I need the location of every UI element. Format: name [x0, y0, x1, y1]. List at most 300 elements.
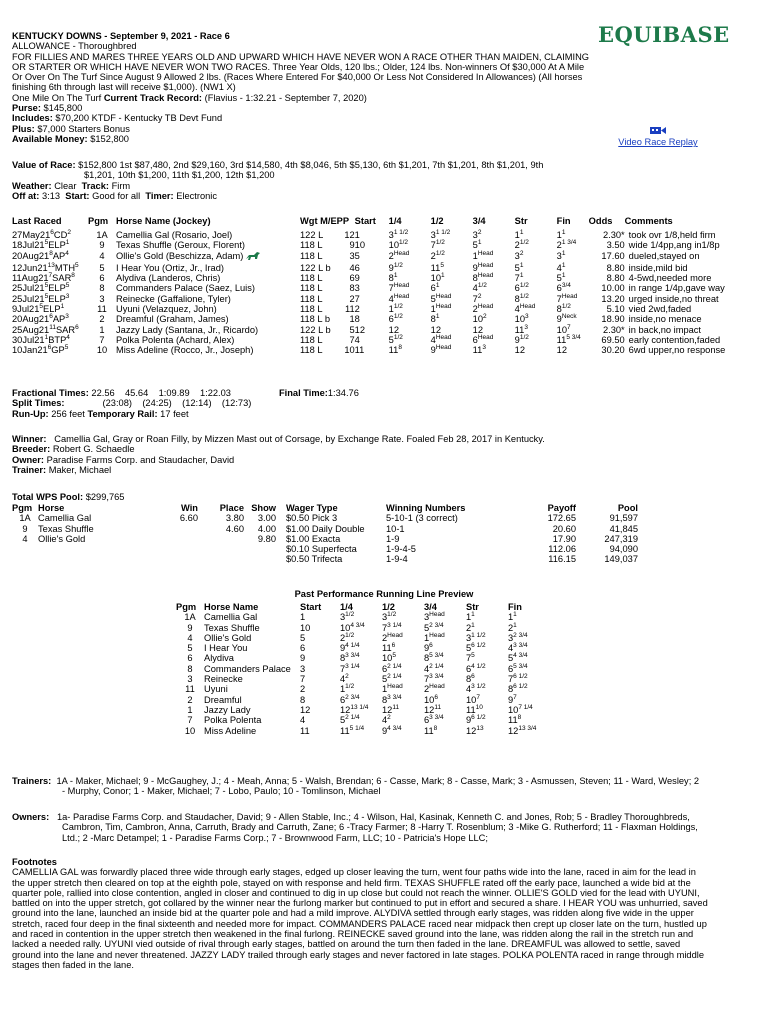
wager-type: $1.00 Exacta: [286, 533, 341, 544]
weight-me: 118 L: [300, 273, 323, 284]
odds: 30.20: [601, 345, 625, 356]
comment: 6wd upper,no response: [628, 345, 726, 356]
post-position: 10: [344, 345, 355, 356]
results-row: [12, 335, 755, 345]
call-3-4: $4^{2 1/4}$: [424, 662, 444, 674]
call-fin: $3^1$: [556, 249, 566, 261]
call-1-2: $9^{4 3/4}$: [382, 724, 402, 736]
last-raced: $30Jul21^1BTP^4$: [12, 333, 70, 345]
wager-row: [286, 524, 638, 534]
call-3-4: $7^{3 3/4}$: [424, 673, 444, 685]
call-str: $6^{1/2}$: [514, 282, 529, 294]
wager-col-header: Wager Type: [286, 503, 338, 513]
call-fin: $10^7$: [556, 323, 571, 335]
equibase-logo: EQUIBASE: [598, 22, 730, 47]
results-col-header: Comments: [624, 216, 673, 226]
call-3-4: $11^3$: [472, 344, 486, 356]
win: [168, 534, 198, 544]
call-1-4: $3^{1/2}$: [340, 611, 355, 623]
call-str: $5^1$: [514, 261, 524, 273]
pool: 149,037: [604, 554, 638, 565]
call-1-2: $6^1$: [430, 282, 440, 294]
horse: Ollie's Gold: [38, 533, 86, 544]
call-3-4: $1^{Head}$: [424, 631, 445, 643]
call-1-4: $8^{3 3/4}$: [340, 652, 360, 664]
last-raced: $20Aug21^8AP^4$: [12, 249, 69, 261]
pgm: 11: [185, 684, 195, 695]
start: 8: [300, 694, 306, 705]
call-3-4: $4^{1/2}$: [472, 282, 487, 294]
pgm: 4: [99, 250, 105, 261]
odds: 2.30*: [602, 324, 625, 335]
call-1-4: $4^2$: [340, 673, 349, 685]
call-1-4: $1^{1/2}$: [388, 303, 403, 315]
pgm: 11: [97, 304, 107, 315]
start: 6: [354, 262, 360, 273]
winner-block: Winner: Camellia Gal, Gray or Roan Filly, by Mizzen Mast out of Corsage, by Exchange Rate. Foaled Feb 28, 2017 in Kentucky. Breeder: Robert G. Schaedle Owner: Paradise Farms Corp. and Staudacher, David Trainer: Maker, Michael: [12, 434, 545, 475]
wps-row: [12, 524, 276, 534]
call-1-4: $5^{2 1/4}$: [340, 714, 360, 726]
pgm: 4: [22, 533, 28, 544]
weight-me: 118 L: [300, 334, 323, 345]
pgm: 7: [187, 715, 193, 726]
pgm: 3: [187, 674, 193, 685]
horse: Uyuni: [204, 684, 228, 695]
call-1-2: $5^{Head}$: [430, 292, 452, 304]
results-col-header: Odds: [588, 216, 613, 226]
call-str: $10^7$: [466, 693, 480, 705]
start: 9: [354, 273, 360, 284]
horse-jockey: Dreamful (Graham, James): [116, 314, 229, 325]
call-str: $6^{4 1/2}$: [466, 662, 486, 674]
call-str: $4^{Head}$: [514, 303, 536, 315]
wager-col-header: Winning Numbers: [386, 503, 466, 513]
winning-numbers: 1-9-4: [386, 554, 408, 565]
results-row: [12, 314, 755, 324]
pgm: 6: [99, 273, 105, 284]
fractional-times: Fractional Times: 22.56 45.64 1:09.89 1:22.03 Final Time:1:34.76 Split Times: (23:08) (24:25) (12:14) (12:73) Run-Up: 256 feet Temporary Rail: 17 feet: [12, 388, 359, 419]
odds: 5.10: [606, 304, 625, 315]
pp-row: [176, 633, 550, 643]
pgm: 1: [99, 324, 105, 335]
odds: 3.50: [606, 240, 625, 251]
last-raced: $11Aug21^7SAR^8$: [12, 272, 75, 284]
call-3-4: $1^{Head}$: [472, 249, 494, 261]
comment: inside,mild bid: [628, 262, 688, 273]
horse-jockey: Polka Polenta (Achard, Alex): [116, 334, 235, 345]
start: 12: [354, 324, 366, 335]
payoff: 112.06: [548, 544, 576, 555]
pp-row: [176, 664, 550, 674]
call-1-2: $7^{3 1/4}$: [382, 621, 402, 633]
pgm: 10: [96, 345, 108, 356]
call-1-4: $8^1$: [388, 272, 398, 284]
call-fin: $6^{5 3/4}$: [508, 662, 528, 674]
horse: Texas Shuffle: [204, 622, 260, 633]
start: 6: [300, 643, 306, 654]
post-position: 9: [349, 240, 355, 251]
comment: inside,no menace: [628, 314, 702, 325]
trainers-block: Trainers: 1A - Maker, Michael; 9 - McGaughey, J.; 4 - Meah, Anna; 5 - Walsh, Brendan; 6 - Casse, Mark; 8 - Casse, Mark; 3 - Asmussen, Steven; 11 - Ward, Wesley; 2 - Murphy, Conor; 1 - Maker, Michael; 7 - Lobo, Paulo; 10 - Tomlinson, Michael: [12, 776, 700, 797]
pgm: 6: [187, 653, 193, 664]
horse: Dreamful: [204, 694, 242, 705]
wager-type: $1.00 Daily Double: [286, 523, 365, 534]
show: 3.00: [257, 513, 276, 524]
pp-col-header: Horse Name: [204, 602, 259, 612]
winning-numbers: 10-1: [386, 523, 405, 534]
results-col-header: Str: [514, 216, 528, 226]
wps-col-header: Show: [251, 503, 276, 513]
horse-jockey: Commanders Palace (Saez, Luis): [116, 283, 255, 294]
place: 3.80: [225, 513, 244, 524]
last-raced: $25Aug21^{11}SAR^6$: [12, 323, 79, 335]
horse: Commanders Palace: [204, 663, 291, 674]
call-3-4: $8^{5 3/4}$: [424, 652, 444, 664]
call-3-4: $2^{Head}$: [424, 683, 445, 695]
last-raced: $10Jan21^6GP^5$: [12, 344, 69, 356]
call-str: $4^{3 1/2}$: [466, 683, 486, 695]
call-1-4: $4^{Head}$: [388, 292, 410, 304]
post-position: 2: [349, 293, 355, 304]
pp-col-header: 3/4: [424, 602, 437, 612]
weight-me: 118 L: [300, 240, 323, 251]
pp-row: [176, 623, 550, 633]
value-of-race: Value of Race: $152,800 1st $87,480, 2nd $29,160, 3rd $14,580, 4th $8,046, 5th $5,130, 6th $1,201, 7th $1,201, 8th $1,201, 9th $1,201, 10th $1,200, 11th $1,200, 12th $1,200 Weather: Clear Track: Firm Off at: 3:13 Start: Good for all Timer: Electronic: [12, 160, 612, 201]
horse: Camellia Gal: [38, 513, 92, 524]
start: 11: [300, 725, 310, 736]
comment: dueled,stayed on: [628, 250, 700, 261]
call-1-4: $12^{13 1/4}$: [340, 703, 369, 715]
call-fin: $7^{6 1/2}$: [508, 673, 528, 685]
call-3-4: $11^8$: [424, 724, 438, 736]
call-3-4: $5^1$: [472, 239, 482, 251]
start: 2: [354, 304, 360, 315]
show: 4.00: [257, 523, 276, 534]
call-3-4: 12: [472, 324, 484, 335]
start: 1: [300, 612, 306, 623]
post-position: 7: [349, 334, 355, 345]
pgm: 5: [187, 643, 193, 654]
call-3-4: $10^6$: [424, 693, 438, 705]
comment: in range 1/4p,gave way: [628, 283, 725, 294]
call-str: $8^{1/2}$: [514, 292, 529, 304]
video-replay[interactable]: [608, 126, 708, 148]
call-fin: $1^1$: [556, 229, 566, 240]
wps-table: [12, 503, 276, 544]
call-1-4: $3^{1 1/2}$: [388, 229, 409, 240]
call-fin: $12^{13 3/4}$: [508, 724, 537, 736]
horse-jockey: Reinecke (Gaffalione, Tyler): [116, 293, 231, 304]
results-row: [12, 304, 755, 314]
winning-numbers: 5-10-1 (3 correct): [386, 513, 458, 524]
post-position: 11: [345, 304, 355, 315]
call-1-4: $11^8$: [388, 344, 402, 356]
call-1-4: 12: [388, 324, 400, 335]
results-header-row: [12, 216, 755, 230]
wager-row: [286, 534, 638, 544]
wager-row: [286, 544, 638, 554]
post-position: 1: [349, 314, 355, 325]
pp-row: [176, 674, 550, 684]
horse: Polka Polenta: [204, 715, 262, 726]
call-1-2: $4^{Head}$: [430, 333, 452, 345]
results-table-wrap: [12, 216, 755, 356]
call-1-2: $2^{Head}$: [382, 631, 403, 643]
call-fin: $4^1$: [556, 261, 566, 273]
horse: Texas Shuffle: [38, 523, 94, 534]
call-fin: $3^{2 3/4}$: [508, 631, 528, 643]
wager-col-header: Payoff: [547, 503, 576, 513]
pp-col-header: Fin: [508, 602, 522, 612]
call-1-2: $7^{1/2}$: [430, 239, 445, 251]
call-fin: $7^{Head}$: [556, 292, 578, 304]
call-1-4: $11^{5 1/4}$: [340, 724, 365, 736]
call-str: $5^{6 1/2}$: [466, 642, 486, 654]
call-1-4: $2^{Head}$: [388, 249, 410, 261]
start: 7: [354, 293, 360, 304]
past-performance-table: [176, 602, 550, 736]
pgm: 1: [187, 704, 193, 715]
start: 12: [300, 704, 311, 715]
post-position: 6: [349, 273, 355, 284]
call-1-2: 12: [430, 324, 442, 335]
call-1-4: $5^{1/2}$: [388, 333, 403, 345]
horse: Alydiva: [204, 653, 234, 664]
weight-me: 118 L: [300, 345, 323, 356]
call-1-2: $1^{Head}$: [430, 303, 452, 315]
call-fin: $11^8$: [508, 714, 522, 726]
comment: took ovr 1/8,held firm: [628, 230, 716, 240]
start: 10: [300, 622, 311, 633]
win: 6.60: [179, 513, 198, 524]
start: 10: [354, 240, 366, 251]
call-1-2: $6^{2 1/4}$: [382, 662, 402, 674]
race-title: KENTUCKY DOWNS - September 9, 2021 - Race 6: [12, 31, 230, 41]
horse-jockey: Miss Adeline (Rocco, Jr., Joseph): [116, 345, 254, 356]
post-position: 4: [349, 262, 355, 273]
payoff: 172.65: [547, 513, 576, 524]
call-str: $7^1$: [514, 272, 524, 284]
call-str: $3^2$: [514, 249, 524, 261]
start: 7: [300, 674, 306, 685]
results-col-header: 1/4: [388, 216, 402, 226]
horse: Ollie's Gold: [204, 632, 252, 643]
pp-row: [176, 684, 550, 694]
last-raced: $12Jun21^{13}MTH^5$: [12, 261, 79, 273]
footnotes-block: [12, 857, 710, 970]
wps-col-header: Horse: [38, 503, 65, 513]
call-1-4: $6^{2 3/4}$: [340, 693, 360, 705]
weight-me: 118 L: [300, 293, 323, 304]
pgm: 5: [99, 262, 105, 273]
call-fin: $5^{4 3/4}$: [508, 652, 528, 664]
video-replay-link[interactable]: Video Race Replay: [618, 137, 698, 148]
call-1-2: $9^{Head}$: [430, 344, 452, 356]
start: 1: [354, 230, 360, 240]
winning-numbers: 1-9: [386, 533, 400, 544]
call-str: $7^5$: [466, 652, 475, 664]
call-3-4: $9^{Head}$: [472, 261, 494, 273]
wager-row: [286, 513, 638, 523]
pgm: 9: [22, 523, 28, 534]
call-1-2: $8^1$: [430, 313, 440, 325]
pgm: 4: [187, 632, 193, 643]
call-3-4: $9^6$: [424, 642, 433, 654]
pgm: 9: [99, 240, 105, 251]
horse: I Hear You: [204, 643, 248, 654]
winning-numbers: 1-9-4-5: [386, 544, 416, 555]
call-3-4: $3^2$: [472, 229, 482, 240]
call-str: $2^{1/2}$: [514, 239, 529, 251]
last-raced: $18Jul21^5ELP^1$: [12, 239, 70, 251]
wps-col-header: Win: [181, 503, 198, 513]
footnotes-label: Footnotes: [12, 857, 57, 867]
call-fin: $5^1$: [556, 272, 566, 284]
call-1-2: $11^6$: [382, 642, 396, 654]
call-1-2: $3^{1 1/2}$: [430, 229, 451, 240]
odds: 10.00: [601, 283, 625, 294]
results-row: [12, 263, 755, 273]
call-fin: $8^{6 1/2}$: [508, 683, 528, 695]
start: 3: [354, 283, 360, 294]
weight-me: 122 L b: [300, 262, 331, 273]
call-1-4: $9^{1/2}$: [388, 261, 403, 273]
post-position: 12: [344, 230, 355, 240]
pgm: 9: [187, 622, 193, 633]
payoff: 20.60: [552, 523, 576, 534]
call-1-4: $6^{1/2}$: [388, 313, 403, 325]
results-row: [12, 251, 755, 263]
horse-jockey: Alydiva (Landeros, Chris): [116, 273, 221, 284]
call-str: $9^{6 1/2}$: [466, 714, 486, 726]
call-1-2: $11^5$: [430, 261, 444, 273]
weight-me: 118 L: [300, 283, 323, 294]
video-camera-icon[interactable]: [649, 126, 667, 135]
call-fin: $11^{5 3/4}$: [556, 333, 581, 345]
show: 9.80: [257, 533, 276, 544]
call-fin: $9^{Neck}$: [556, 313, 577, 325]
pp-row: [176, 643, 550, 653]
call-1-2: $10^1$: [430, 272, 445, 284]
past-performance-title: Past Performance Running Line Preview: [294, 589, 474, 599]
odds: 17.60: [601, 250, 625, 261]
weight-me: 122 L b: [300, 324, 331, 335]
call-str: $3^{1 1/2}$: [466, 631, 486, 643]
odds: 2.30*: [602, 230, 625, 240]
pp-col-header: 1/2: [382, 602, 395, 612]
start: 3: [300, 663, 306, 674]
odds: 69.50: [601, 334, 625, 345]
results-col-header: 3/4: [472, 216, 486, 226]
footnotes-text: CAMELLIA GAL was forwardly placed three wide through early stages, edged up closer leaving the turn, went four paths wide into the lane, raced in aim for the lead in the upper stretch then cleared on top at the eighth pole, stayed on with response and held firm. TEXAS SHUFFLE rated off the early pace, launched a wide bid at the quarter pole, rallied into close contention, angled in closer and continued to dig in up close but could not reach the winner. OLLIE'S GOLD vied for the lead with UYUNI, battled on into the upper stretch, got collared by the winner near the furlong marker but continued to put in effort and secured a share. I HEAR YOU was unhurried, saved ground into the lane, launched an inside bid at the quarter pole and had a mild improve. ALYDIVA settled through early stages, was ridden along five wide in the upper stretch, raced four deep in the final sixteenth and needed more for impact. COMMANDERS PALACE raced near midpack then crept up closer late on the turn, hustled up and raced in contention in the upper stretch then weakened in the final furlong. REINECKE saved ground into the lane, was ridden along the rail in the stretch run and lacked a needed rally. UYUNI vied outside of rival through early stages, battled on around the turn then faded in the lane. DREAMFUL was allowed to settle, saved ground into the lane and never threatened. JAZZY LADY trailed through early stages and never factored in late stages. POLKA POLENTA raced in range through middle stages then faded in the lane.: [12, 867, 708, 970]
call-str: $8^6$: [466, 673, 475, 685]
wps-row: [12, 534, 276, 544]
wps-col-header: Place: [219, 503, 244, 513]
purse-line: Purse: $145,800: [12, 103, 83, 114]
results-row: [12, 325, 755, 335]
horse-jockey: Jazzy Lady (Santana, Jr., Ricardo): [116, 324, 259, 335]
comment: wide 1/4pp,ang in1/8p: [628, 240, 720, 251]
pgm: 3: [99, 293, 105, 304]
pgm: 8: [187, 663, 193, 674]
race-header: [12, 31, 592, 144]
comment: early contention,faded: [628, 334, 721, 345]
post-position: 3: [349, 250, 355, 261]
wager-type: $0.50 Trifecta: [286, 554, 343, 565]
weight-me: 118 L b: [300, 314, 330, 325]
last-raced: $20Aug21^6AP^3$: [12, 313, 69, 325]
call-str: 12: [514, 345, 526, 356]
call-1-2: $8^{3 3/4}$: [382, 693, 402, 705]
call-1-2: $10^5$: [382, 652, 396, 664]
pool: 91,597: [609, 513, 638, 524]
race-type: ALLOWANCE - Thoroughbred: [12, 41, 137, 52]
call-3-4: $8^{Head}$: [472, 272, 494, 284]
call-3-4: $3^{Head}$: [424, 611, 445, 623]
pp-row: [176, 653, 550, 663]
horse: Jazzy Lady: [204, 704, 251, 715]
results-col-header: Horse Name (Jockey): [116, 216, 211, 226]
call-str: $2^1$: [466, 621, 475, 633]
call-1-4: $10^{4 3/4}$: [340, 621, 365, 633]
start: 4: [354, 334, 360, 345]
call-fin: $1^1$: [508, 611, 517, 623]
wps-col-header: Pgm: [12, 503, 33, 513]
call-3-4: $2^{Head}$: [472, 303, 494, 315]
owners-block: Owners: 1a- Paradise Farms Corp. and Staudacher, David; 9 - Allen Stable, Inc.; 4 - Wilson, Hal, Kasinak, Kenneth C. and Jones, Rob; 5 - Bradley Thoroughbreds, Cambron, Tim, Cambron, Anna, Carruth, Brady and Carruth, Zane; 6 -Tracy Farmer; 8 -Harry T. Rosenblum; 3 -Mike G. Rutherford; 11 - Flaxman Holdings, Ltd.; 2 -Marc Detampel; 1 - Paradise Farms Corp.; 7 - Brownwood Farm, LLC; 10 - Patricia's Hope LLC;: [12, 812, 698, 843]
results-table: [12, 216, 755, 356]
call-3-4: $12^{11}$: [424, 703, 442, 715]
call-1-2: $5^{2 1/4}$: [382, 673, 402, 685]
call-1-2: $1^{Head}$: [382, 683, 403, 695]
call-fin: $8^{1/2}$: [556, 303, 571, 315]
place: [198, 534, 244, 544]
call-1-4: $7^{3 1/4}$: [340, 662, 360, 674]
horse-jockey: Ollie's Gold (Beschizza, Adam): [116, 251, 300, 263]
past-performance-wrap: [176, 602, 550, 736]
pgm: 8: [99, 283, 105, 294]
call-3-4: $6^{Head}$: [472, 333, 494, 345]
winning-horse-icon: [245, 251, 261, 263]
pgm: 2: [99, 314, 105, 325]
includes-line: Includes: $70,200 KTDF - Kentucky TB Devt Fund: [12, 113, 223, 124]
call-fin: $2^{1 3/4}$: [556, 239, 577, 251]
call-1-4: $2^{1/2}$: [340, 631, 355, 643]
call-fin: 12: [556, 345, 568, 356]
weather-line: Weather: Clear Track: Firm: [12, 180, 131, 191]
start: 2: [300, 684, 306, 695]
distance-line: One Mile On The Turf Current Track Record: (Flavius - 1:32.21 - September 7, 2020): [12, 92, 367, 103]
odds: 8.80: [606, 262, 625, 273]
results-col-header: Start: [354, 216, 376, 226]
wager-table: [286, 503, 638, 565]
horse-jockey: Texas Shuffle (Geroux, Florent): [116, 240, 246, 251]
start: 4: [300, 715, 306, 726]
pgm: 1A: [19, 513, 31, 524]
horse-jockey: Uyuni (Velazquez, John): [116, 304, 217, 315]
call-fin: $10^{7 1/4}$: [508, 703, 533, 715]
horse: Miss Adeline: [204, 725, 257, 736]
pool: 94,090: [609, 544, 638, 555]
comment: in back,no impact: [628, 324, 702, 335]
call-str: $1^1$: [514, 229, 524, 240]
call-1-2: $12^{11}$: [382, 703, 400, 715]
place: 4.60: [225, 523, 244, 534]
wager-type: $0.10 Superfecta: [286, 544, 357, 555]
results-row: [12, 294, 755, 304]
comment: 4-5wd,needed more: [628, 273, 712, 284]
call-1-2: $3^{1/2}$: [382, 611, 397, 623]
